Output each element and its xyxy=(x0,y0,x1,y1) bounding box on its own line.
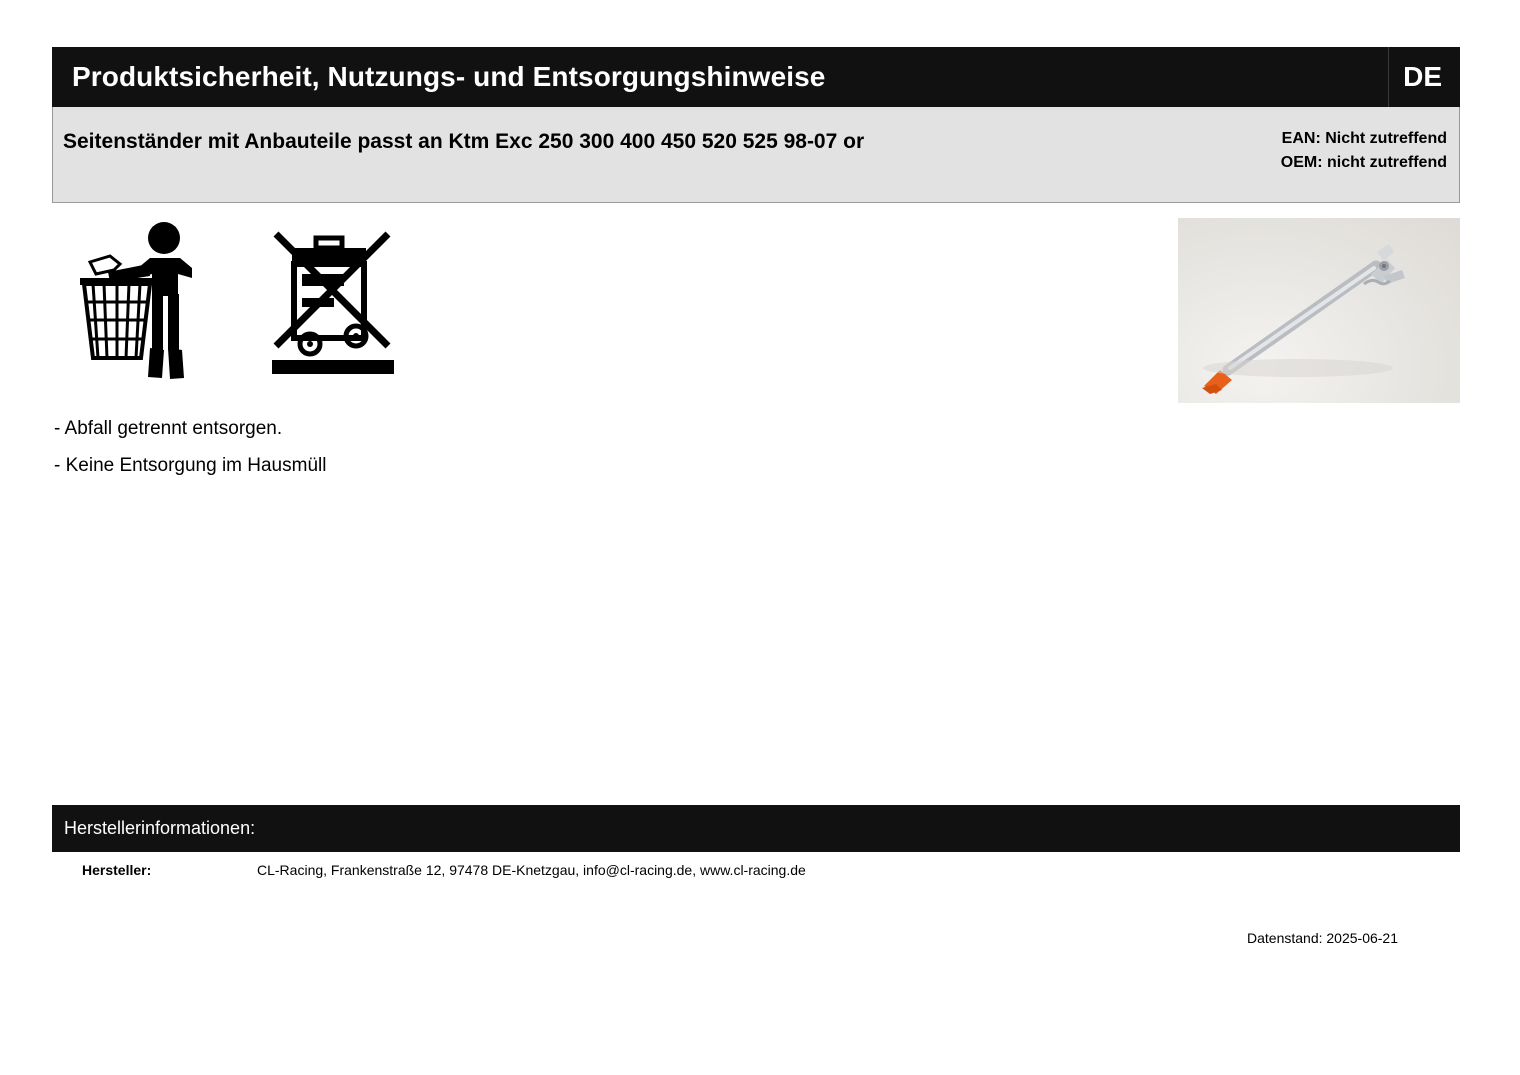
list-item: - Abfall getrennt entsorgen. xyxy=(54,418,283,439)
oem-value: OEM: nicht zutreffend xyxy=(1280,154,1447,171)
manufacturer-label: Hersteller: xyxy=(82,862,152,878)
document-header xyxy=(52,47,1460,107)
product-title: Seitenständer mit Anbauteile passt an Ktm Exc 250 300 400 450 520 525 98-07 or xyxy=(63,130,865,153)
identifier-block xyxy=(1281,127,1447,175)
manufacturer-row xyxy=(52,860,1460,888)
product-image xyxy=(1178,218,1460,403)
page-title: Produktsicherheit, Nutzungs- und Entsorgungshinweise xyxy=(72,61,826,92)
crossed-out-wheelie-bin-icon xyxy=(270,218,400,388)
product-info-band xyxy=(52,107,1460,203)
language-badge: DE xyxy=(1388,47,1442,107)
ean-value: EAN: Nicht zutreffend xyxy=(1281,130,1447,147)
manufacturer-section-title: Herstellerinformationen: xyxy=(52,805,1460,852)
litter-bin-icon xyxy=(80,218,215,388)
datestamp: Datenstand: 2025-06-21 xyxy=(1247,930,1398,946)
manufacturer-value: CL-Racing, Frankenstraße 12, 97478 DE-Knetzgau, info@cl-racing.de, www.cl-racing.de xyxy=(257,862,806,878)
pictogram-area xyxy=(80,218,500,383)
list-item: - Keine Entsorgung im Hausmüll xyxy=(54,455,327,476)
disposal-notes xyxy=(54,410,754,484)
